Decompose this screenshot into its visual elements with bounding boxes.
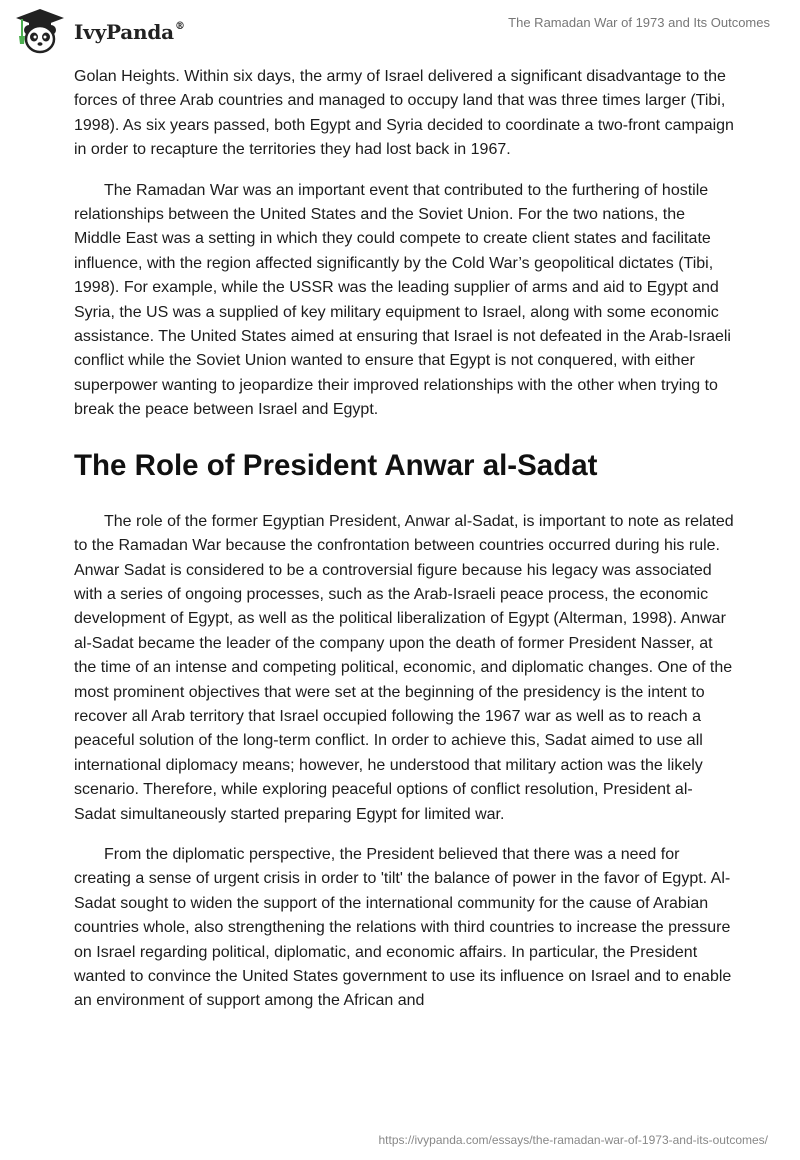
section-heading: The Role of President Anwar al-Sadat (74, 448, 598, 482)
brand-logo[interactable] (14, 8, 185, 54)
paragraph-1: Golan Heights. Within six days, the army of Israel delivered a significant disadvantage to the forces of three Arab countries and managed to occupy land that was three times larger (Tibi, 1998). As six years passed, both Egypt and Syria decided to coordinate a two-front campaign in order to recapture the territories they had lost back in 1967. (74, 68, 734, 159)
page-header (0, 0, 800, 60)
brand-name-text: IvyPanda (74, 20, 174, 44)
paragraph-3: The role of the former Egyptian President, Anwar al-Sadat, is important to note as related to the Ramadan War because the confrontation between countries occurred during his rule. Anwar Sadat is considered to be a controversial figure because his legacy was associated with a series of ongoing processes, such as the Arab-Israeli peace process, the economic development of Egypt, as well as the political liberalization of Egypt (Alterman, 1998). Anwar al-Sadat became the leader of the company upon the death of former President Nasser, at the time of an intense and competing political, economic, and diplomatic changes. One of the most prominent objectives that were set at the beginning of the presidency is the intent to recover all Arab territory that Israel occupied following the 1967 war as well as to reach a peaceful solution of the long-term conflict. In order to achieve this, Sadat aimed to use all international diplomacy means; however, he understood that military action was the likely scenario. Therefore, while exploring peaceful options of conflict resolution, President al-Sadat simultaneously started preparing Egypt for limited war. (74, 512, 734, 823)
paragraph-2: The Ramadan War was an important event that contributed to the furthering of hostile relationships between the United States and the Soviet Union. For the two nations, the Middle East was a setting in which they could compete to create client states and facilitate influence, with the region affected significantly by the Cold War’s geopolitical dictates (Tibi, 1998). For example, while the USSR was the leading supplier of arms and aid to Egypt and Syria, the US was a supplied of key military equipment to Israel, along with some economic assistance. The United States aimed at ensuring that Israel is not defeated in the Arab-Israeli conflict while the Soviet Union wanted to ensure that Egypt is not conquered, with either superpower wanting to jeopardize their improved relationships with the other when trying to break the peace between Israel and Egypt. (74, 181, 731, 419)
document-title: The Ramadan War of 1973 and Its Outcomes (508, 15, 770, 30)
panda-graduate-icon (14, 8, 66, 54)
paragraph-4: From the diplomatic perspective, the President believed that there was a need for creating a sense of urgent crisis in order to 'tilt' the balance of power in the favor of Egypt. Al-Sadat sought to widen the support of the international community for the cause of Arabian countries whole, also strengthening the relations with third countries to increase the pressure on Israel regarding political, diplomatic, and economic affairs. In particular, the President wanted to convince the United States government to use its influence on Israel and to enable an environment of support among the African and (74, 845, 732, 1010)
brand-name (74, 20, 185, 44)
footer-url[interactable]: https://ivypanda.com/essays/the-ramadan-war-of-1973-and-its-outcomes/ (378, 1133, 768, 1147)
essay-content (74, 65, 734, 1030)
registered-mark: ® (174, 21, 185, 33)
